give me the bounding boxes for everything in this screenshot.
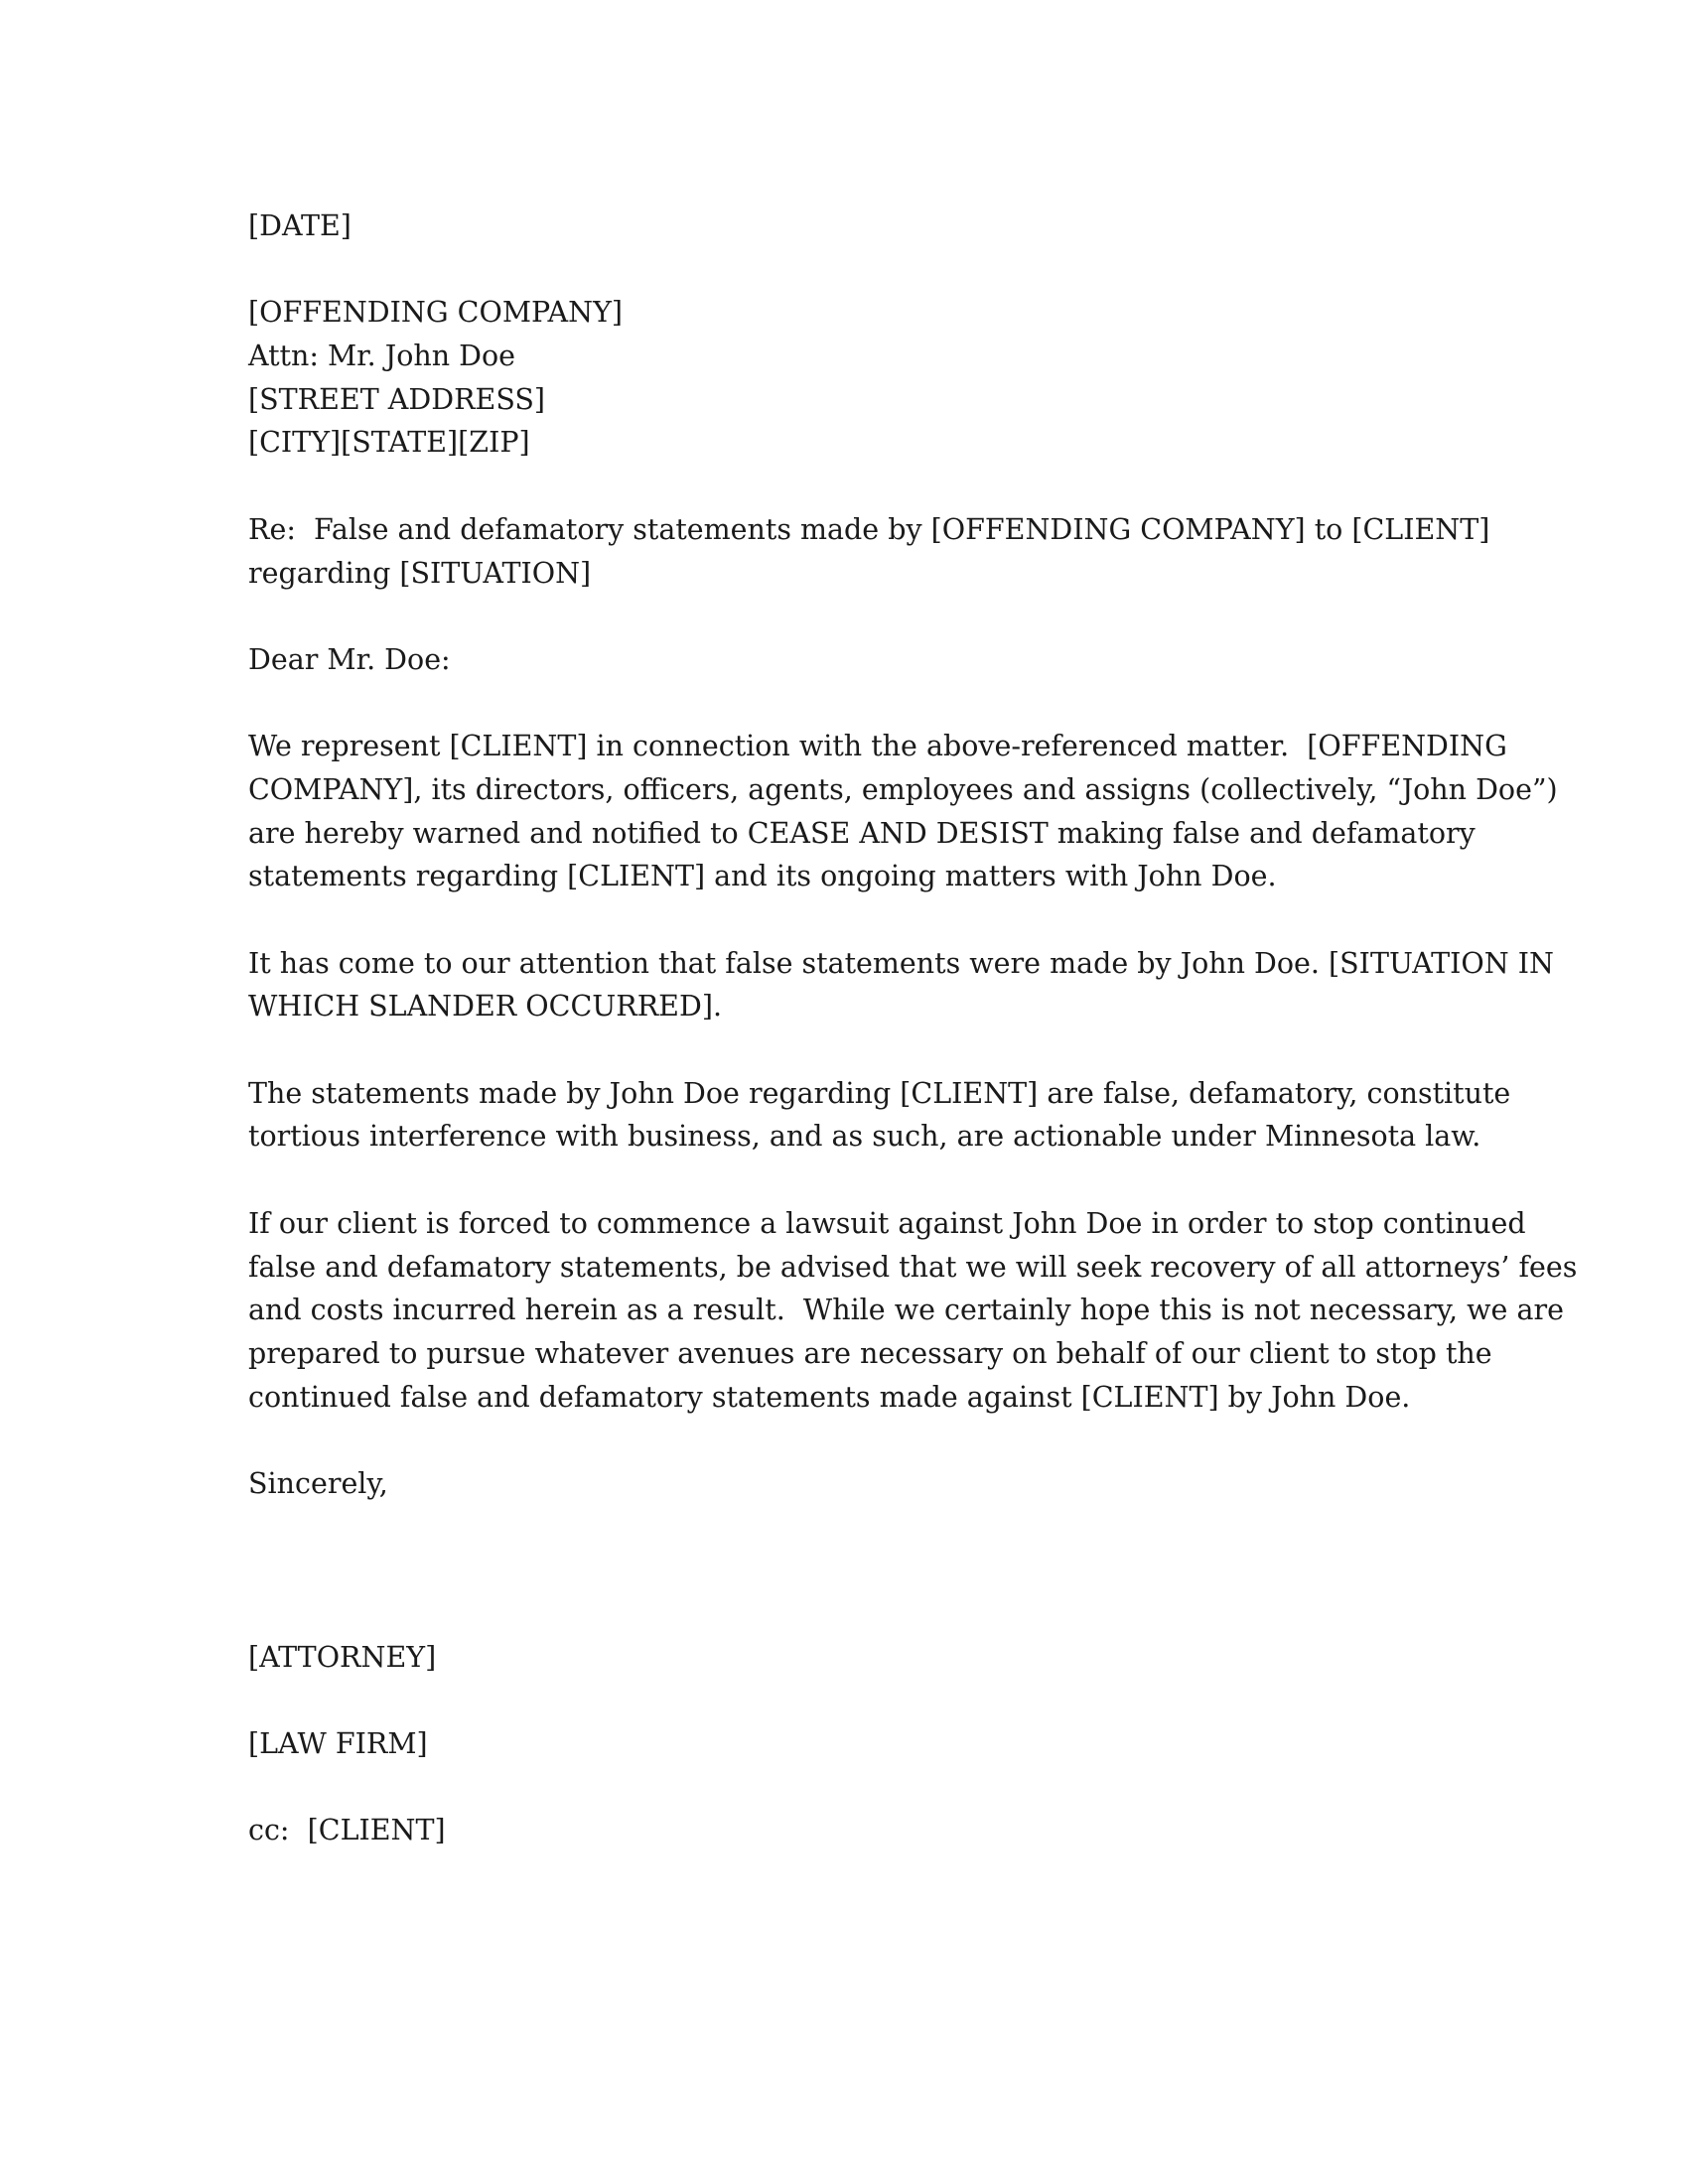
paragraph-line: and costs incurred herein as a result. While we certainly hope this is not necessary, we are bbox=[248, 1294, 1564, 1327]
spacer bbox=[248, 465, 1489, 508]
spacer bbox=[248, 1028, 1489, 1072]
signature-space bbox=[248, 1506, 1489, 1636]
paragraph-line: are hereby warned and notified to CEASE AND DESIST making false and defamatory bbox=[248, 816, 1476, 850]
paragraph-line: COMPANY], its directors, officers, agents, employees and assigns (collectively, “John Doe”) bbox=[248, 772, 1558, 806]
body-paragraph-4 bbox=[248, 1202, 1578, 1419]
recipient-address-block bbox=[248, 291, 1489, 465]
body-paragraph-3 bbox=[248, 1072, 1511, 1159]
spacer bbox=[248, 1159, 1489, 1202]
paragraph-line: prepared to pursue whatever avenues are necessary on behalf of our client to stop the bbox=[248, 1336, 1492, 1370]
cc-line: cc: [CLIENT] bbox=[248, 1814, 446, 1847]
re-line-block bbox=[248, 508, 1489, 595]
recipient-city-state-zip: [CITY][STATE][ZIP] bbox=[248, 426, 530, 460]
paragraph-line: WHICH SLANDER OCCURRED]. bbox=[248, 990, 723, 1024]
re-line-2: regarding [SITUATION] bbox=[248, 556, 592, 590]
law-firm-name: [LAW FIRM] bbox=[248, 1727, 428, 1760]
body-paragraph-2 bbox=[248, 942, 1554, 1028]
spacer bbox=[248, 682, 1489, 726]
body-paragraph-1 bbox=[248, 725, 1558, 898]
closing: Sincerely, bbox=[248, 1466, 388, 1500]
spacer bbox=[248, 898, 1489, 942]
paragraph-line: We represent [CLIENT] in connection with the above-referenced matter. [OFFENDING bbox=[248, 730, 1507, 763]
spacer bbox=[248, 1766, 1489, 1810]
spacer bbox=[248, 1419, 1489, 1462]
recipient-company: [OFFENDING COMPANY] bbox=[248, 296, 624, 330]
letter-page bbox=[248, 205, 1578, 1852]
salutation: Dear Mr. Doe: bbox=[248, 642, 451, 676]
paragraph-line: The statements made by John Doe regarding [CLIENT] are false, defamatory, constitute bbox=[248, 1076, 1511, 1110]
recipient-attn: Attn: Mr. John Doe bbox=[248, 340, 516, 373]
attorney-name: [ATTORNEY] bbox=[248, 1640, 437, 1674]
paragraph-line: continued false and defamatory statements made against [CLIENT] by John Doe. bbox=[248, 1380, 1411, 1414]
paragraph-line: tortious interference with business, and as such, are actionable under Minnesota law. bbox=[248, 1120, 1481, 1154]
paragraph-line: If our client is forced to commence a lawsuit against John Doe in order to stop continued bbox=[248, 1206, 1526, 1240]
spacer bbox=[248, 1679, 1489, 1722]
letter-date: [DATE] bbox=[248, 209, 352, 242]
spacer bbox=[248, 248, 1489, 292]
paragraph-line: statements regarding [CLIENT] and its ongoing matters with John Doe. bbox=[248, 860, 1277, 893]
re-line-1: Re: False and defamatory statements made by [OFFENDING COMPANY] to [CLIENT] bbox=[248, 512, 1490, 546]
spacer bbox=[248, 595, 1489, 638]
paragraph-line: It has come to our attention that false statements were made by John Doe. [SITUATION IN bbox=[248, 946, 1554, 980]
paragraph-line: false and defamatory statements, be advised that we will seek recovery of all attorneys’ fees bbox=[248, 1250, 1578, 1284]
recipient-street: [STREET ADDRESS] bbox=[248, 382, 545, 416]
